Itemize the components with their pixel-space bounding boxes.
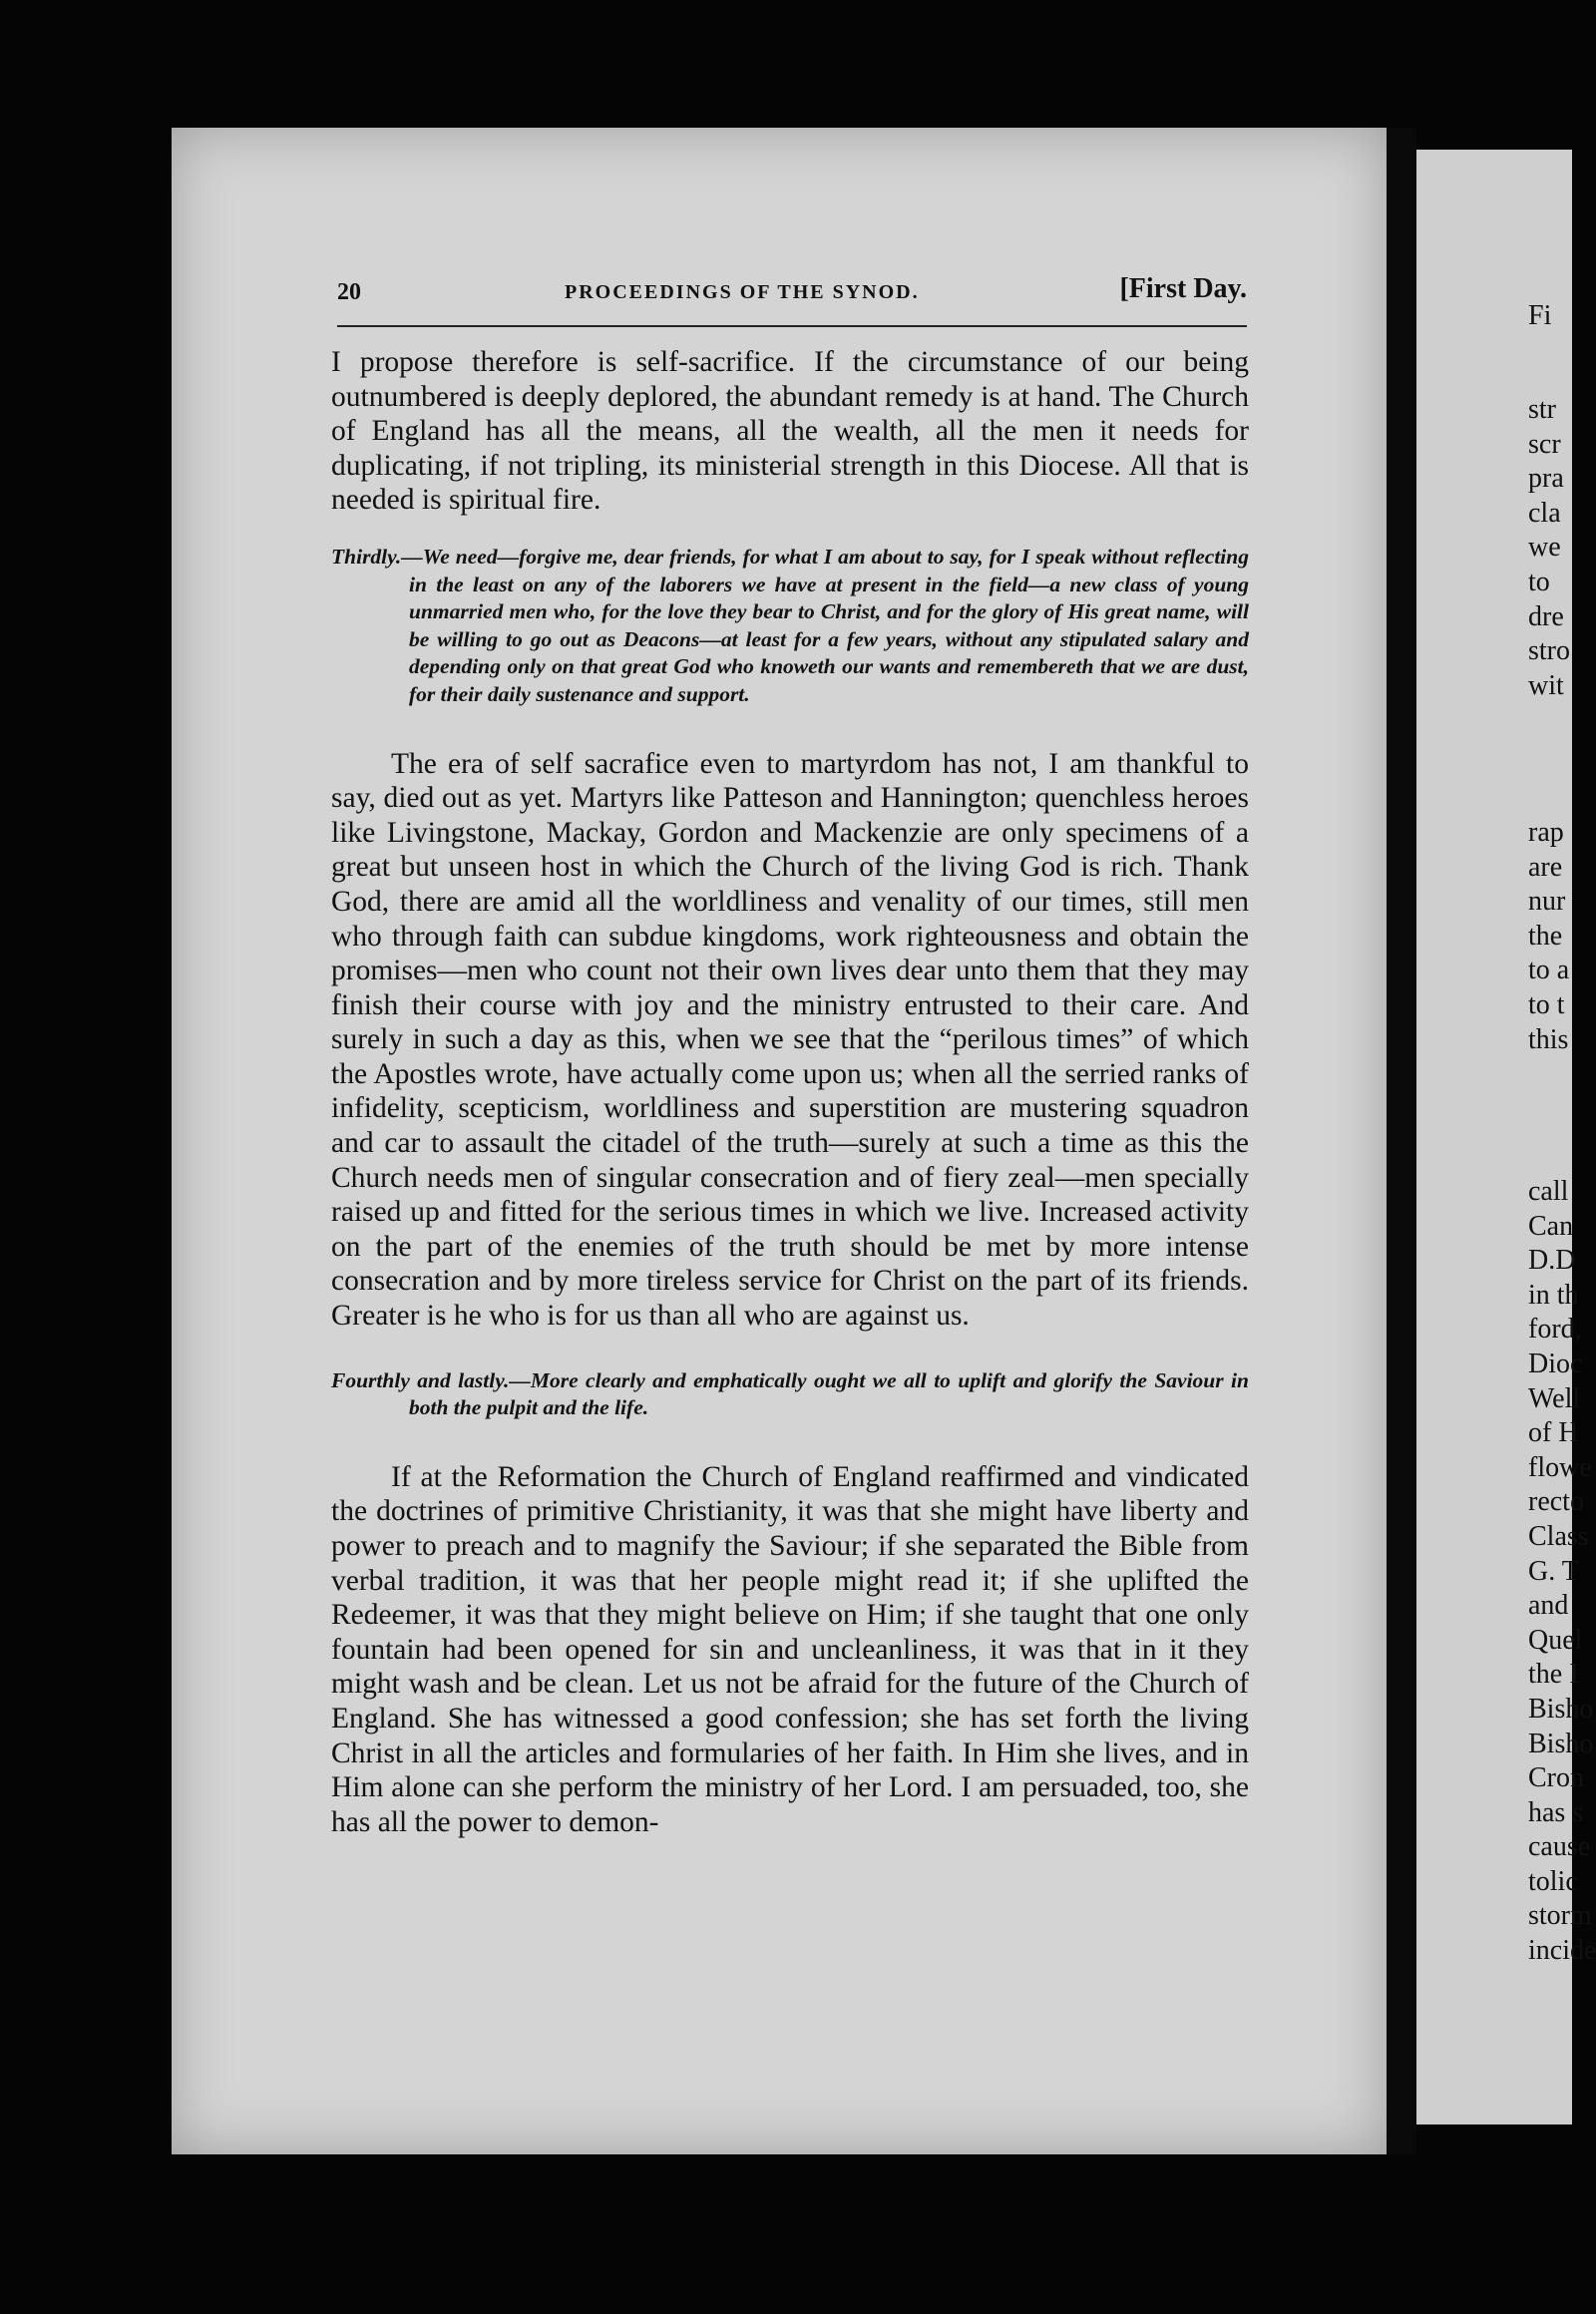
adjacent-line: nur	[1528, 886, 1566, 918]
adjacent-line: the I	[1528, 1659, 1579, 1691]
adjacent-text-block-2	[1528, 816, 1588, 1057]
adjacent-line: to	[1528, 566, 1550, 597]
adjacent-line: to a	[1528, 955, 1570, 986]
adjacent-line: Bisho	[1528, 1728, 1594, 1759]
adjacent-line: has s	[1528, 1796, 1584, 1828]
adjacent-line: ford,	[1528, 1314, 1582, 1346]
adjacent-line: recto	[1528, 1486, 1584, 1518]
adjacent-line: Can	[1528, 1210, 1574, 1242]
adjacent-line: cla	[1528, 497, 1561, 529]
adjacent-line: flowe	[1528, 1451, 1592, 1483]
running-title: PROCEEDINGS OF THE SYNOD.	[565, 281, 920, 303]
adjacent-line: call	[1528, 1176, 1569, 1207]
adjacent-line: Quel	[1528, 1624, 1583, 1656]
adjacent-line: cause	[1528, 1831, 1591, 1863]
point-thirdly: Thirdly.—We need—forgive me, dear friends, for what I am about to say, for I speak without reflecting in the least on any of the laborers we have at present in the field—a new class of young unmarried men who, for the love they bear to Christ, and for the glory of His great name, will be willing to go out as Deacons—at least for a few years, without any stipulated salary and depending only on that great God who knoweth our wants and remembereth that we are dust, for their daily sustenance and support.	[331, 544, 1249, 706]
adjacent-line: str	[1528, 394, 1556, 425]
adjacent-line: rap	[1528, 817, 1564, 848]
adjacent-line: pra	[1528, 463, 1564, 495]
adjacent-line: dre	[1528, 600, 1564, 632]
adjacent-text-block-3	[1528, 1175, 1596, 1969]
adjacent-line: in th	[1528, 1279, 1579, 1311]
adjacent-line: scr	[1528, 428, 1561, 460]
adjacent-line: of H	[1528, 1417, 1579, 1449]
adjacent-text-block-1	[1528, 393, 1588, 703]
day-label: [First Day.	[1119, 273, 1247, 304]
header-rule	[337, 325, 1247, 327]
page-number: 20	[337, 279, 361, 305]
page-body	[331, 345, 1249, 1839]
adjacent-line: Cron	[1528, 1762, 1584, 1794]
adjacent-page-header	[1528, 299, 1588, 334]
paragraph-martyrdom: The era of self sacrafice even to martyrdom has not, I am thankful to say, died out as yet. Martyrs like Patteson and Hannington; quenchless heroes like Livingstone, Mackay, Gordon and Mackenzie are only specimens of a great but unseen host in which the Church of the living God is rich. Thank God, there are amid all the worldliness and venality of our times, still men who through faith can subdue kingdoms, work righteousness and obtain the promises—men who count not their own lives dear unto them that they may finish their course with joy and the ministry entrusted to their care. And surely in such a day as this, when we see that the “perilous times” of which the Apostles wrote, have actually come upon us; when all the serried ranks of infidelity, scepticism, worldliness and superstition are mustering squadron and car to assault the citadel of the truth—surely at such a time as this the Church needs men of singular consecration and of fiery zeal—men specially raised up and fitted for the serious times in which we live. Increased activity on the part of the enemies of the truth should be met by more intense consecration and by more tireless service for Christ on the part of its friends. Greater is he who is for us than all who are against us.	[331, 747, 1249, 1333]
adjacent-line: G. T	[1528, 1555, 1579, 1587]
running-head	[337, 271, 1247, 311]
adjacent-line: tolic	[1528, 1865, 1578, 1897]
adjacent-line: Bisho	[1528, 1693, 1594, 1725]
adjacent-line: Class	[1528, 1520, 1589, 1552]
paragraph-self-sacrifice: I propose therefore is self-sacrifice. If the circumstance of our being outnumbered is deeply deplored, the abundant remedy is at hand. The Church of England has all the means, all the wealth, all the men it needs for duplicating, if not tripling, its ministerial strength in this Diocese. All that is needed is spiritual fire.	[331, 346, 1249, 517]
adjacent-line: and	[1528, 1590, 1569, 1622]
adjacent-line: to t	[1528, 988, 1565, 1020]
adjacent-header-text: Fi	[1528, 300, 1552, 331]
adjacent-line: we	[1528, 532, 1561, 564]
adjacent-line: Dioc	[1528, 1348, 1583, 1379]
book-gutter	[1387, 128, 1416, 2154]
point-fourthly: Fourthly and lastly.—More clearly and emphatically ought we all to uplift and glorify the Saviour in both the pulpit and the life.	[331, 1367, 1249, 1420]
adjacent-line: incide	[1528, 1935, 1596, 1967]
adjacent-line: the	[1528, 920, 1563, 952]
paragraph-reformation: If at the Reformation the Church of England reaffirmed and vindicated the doctrines of primitive Christianity, it was that she might have liberty and power to preach and to magnify the Saviour; if she separated the Bible from verbal tradition, it was that her people might read it; if she uplifted the Redeemer, it was that they might believe on Him; if she taught that one only fountain had been opened for sin and uncleanliness, it was that in it they might wash and be clean. Let us not be afraid for the future of the Church of England. She has witnessed a good confession; she has set forth the living Christ in all the articles and formularies of her faith. In Him she lives, and in Him alone can she perform the ministry of her Lord. I am persuaded, too, she has all the power to demon-	[331, 1460, 1249, 1838]
adjacent-line: stro	[1528, 635, 1570, 667]
adjacent-line: this	[1528, 1023, 1569, 1055]
adjacent-line: are	[1528, 851, 1563, 883]
adjacent-line: storm	[1528, 1900, 1592, 1932]
adjacent-line: wit	[1528, 669, 1564, 701]
adjacent-line: Well	[1528, 1382, 1581, 1414]
adjacent-line: D.D	[1528, 1245, 1576, 1277]
